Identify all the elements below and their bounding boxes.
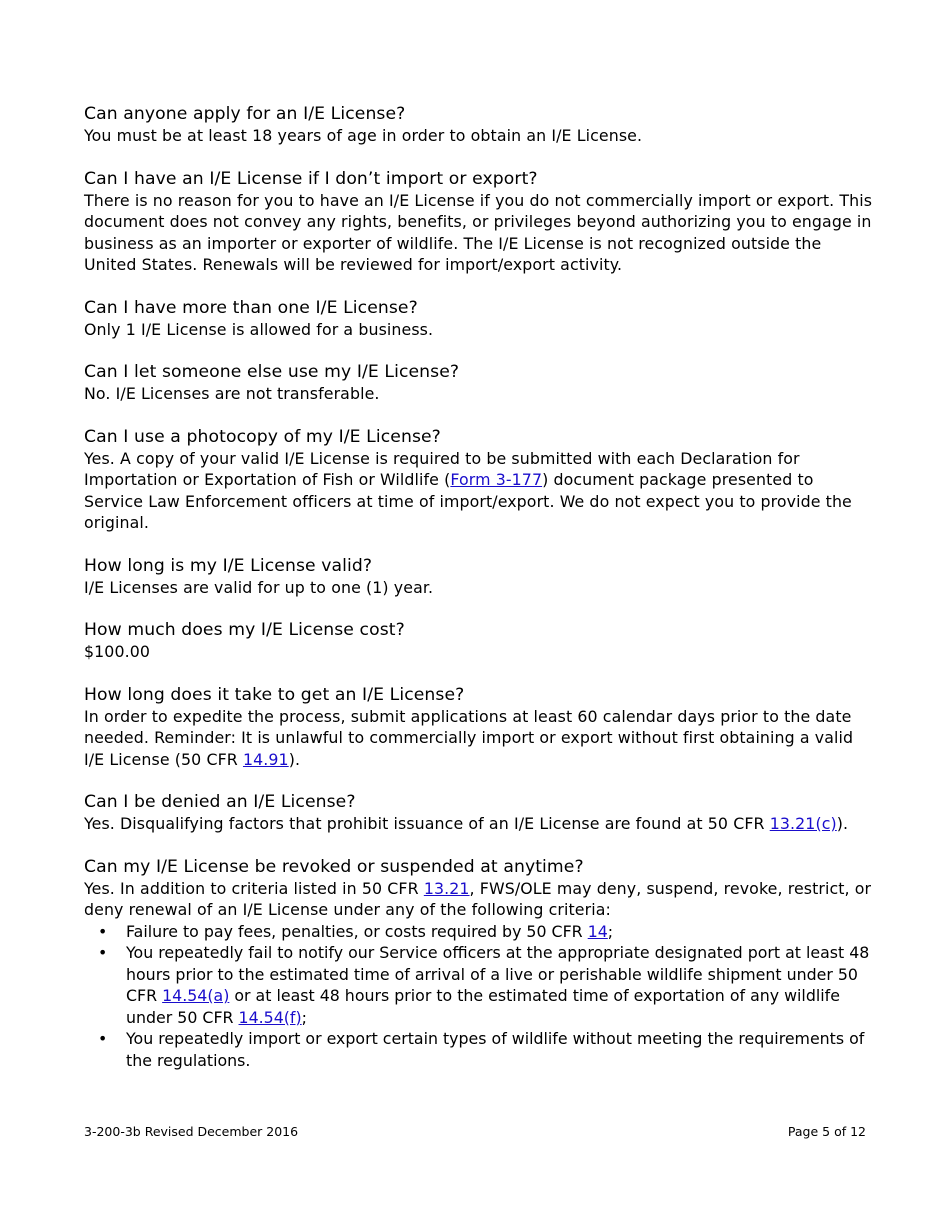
faq-answer bbox=[84, 125, 874, 147]
faq-answer bbox=[84, 577, 874, 599]
text-run: I/E Licenses are valid for up to one (1) year. bbox=[84, 577, 434, 597]
text-run: Only 1 I/E License is allowed for a business. bbox=[84, 319, 434, 339]
text-run: ). bbox=[288, 749, 301, 769]
faq-answer bbox=[84, 190, 874, 276]
reference-link[interactable]: 13.21 bbox=[423, 878, 470, 898]
faq-section bbox=[84, 297, 874, 341]
faq-question: Can anyone apply for an I/E License? bbox=[84, 104, 406, 124]
text-run: No. I/E Licenses are not transferable. bbox=[84, 384, 380, 403]
faq-list bbox=[84, 103, 874, 1092]
criteria-list bbox=[84, 921, 874, 1072]
form-revision: 3-200-3b Revised December 2016 bbox=[84, 1124, 299, 1139]
faq-question: Can I let someone else use my I/E License? bbox=[84, 362, 460, 382]
faq-question: Can I have an I/E License if I don’t import or export? bbox=[84, 168, 538, 189]
faq-section bbox=[84, 361, 874, 405]
faq-question: Can I use a photocopy of my I/E License? bbox=[84, 426, 441, 447]
faq-question: Can I have more than one I/E License? bbox=[84, 297, 418, 318]
criteria-item bbox=[84, 921, 874, 943]
faq-answer bbox=[84, 383, 874, 405]
faq-question: How long does it take to get an I/E License? bbox=[84, 684, 465, 705]
bullet-icon: • bbox=[98, 921, 108, 941]
text-run: ) document package presented to Service Law Enforcement officers at time of import/export. We do not expect you to provide the original. bbox=[84, 470, 852, 532]
faq-question: Can my I/E License be revoked or suspended at anytime? bbox=[84, 856, 584, 877]
text-run: In order to expedite the process, submit applications at least 60 calendar days prior to the date needed. Reminder: It is unlawful to commercially import or export without first obtaining a valid I/E License (50 CFR bbox=[84, 706, 854, 769]
faq-answer bbox=[84, 319, 874, 341]
faq-question: Can I be denied an I/E License? bbox=[84, 792, 356, 812]
faq-answer bbox=[84, 641, 874, 663]
text-run: or at least 48 hours prior to the estimated time of exportation of any wildlife under 50 CFR bbox=[126, 986, 840, 1027]
faq-section bbox=[84, 168, 874, 276]
text-run: There is no reason for you to have an I/E License if you do not commercially import or export. This document does not convey any rights, benefits, or privileges beyond authorizing you to engage in business as an importer or exporter of wildlife. The I/E License is not recognized outside the United States. Renewals will be reviewed for import/export activity. bbox=[84, 190, 873, 274]
text-run: You repeatedly fail to notify our Service officers at the appropriate designated port at least 48 hours prior to the estimated time of arrival of a live or perishable wildlife shipment under 50 CFR bbox=[126, 943, 870, 1005]
text-run: ). bbox=[836, 814, 849, 833]
reference-link[interactable]: Form 3-177 bbox=[450, 470, 543, 489]
faq-question: How much does my I/E License cost? bbox=[84, 620, 405, 640]
faq-answer bbox=[84, 448, 874, 534]
bullet-icon: • bbox=[98, 1029, 108, 1048]
faq-section bbox=[84, 555, 874, 599]
text-run: , FWS/OLE may deny, suspend, revoke, restrict, or deny renewal of an I/E License under any of the following criteria: bbox=[84, 878, 872, 919]
faq-section bbox=[84, 619, 874, 663]
faq-question: How long is my I/E License valid? bbox=[84, 555, 373, 576]
faq-section bbox=[84, 103, 874, 147]
text-run: Yes. A copy of your valid I/E License is required to be submitted with each Declaration for Importation or Exportation of Fish or Wildlife ( bbox=[84, 448, 800, 489]
faq-section bbox=[84, 856, 874, 1072]
reference-link[interactable]: 14 bbox=[587, 921, 608, 941]
text-run: ; bbox=[301, 1007, 307, 1027]
reference-link[interactable]: 14.91 bbox=[242, 749, 289, 769]
bullet-icon: • bbox=[98, 943, 108, 962]
reference-link[interactable]: 14.54(f) bbox=[238, 1007, 302, 1027]
text-run: ; bbox=[607, 921, 614, 941]
reference-link[interactable]: 13.21(c) bbox=[769, 814, 837, 833]
text-run: Yes. Disqualifying factors that prohibit issuance of an I/E License are found at 50 CFR bbox=[84, 814, 770, 833]
faq-answer bbox=[84, 706, 874, 771]
faq-section bbox=[84, 426, 874, 534]
page-footer bbox=[84, 1124, 866, 1139]
faq-section bbox=[84, 684, 874, 771]
text-run: You must be at least 18 years of age in order to obtain an I/E License. bbox=[84, 126, 643, 145]
text-run: Failure to pay fees, penalties, or costs required by 50 CFR bbox=[126, 921, 588, 941]
faq-section bbox=[84, 791, 874, 835]
text-run: You repeatedly import or export certain types of wildlife without meeting the requirements of the regulations. bbox=[126, 1029, 865, 1070]
reference-link[interactable]: 14.54(a) bbox=[162, 986, 230, 1005]
page-number: Page 5 of 12 bbox=[787, 1124, 866, 1139]
criteria-item bbox=[84, 1028, 874, 1071]
faq-answer bbox=[84, 878, 874, 921]
criteria-item bbox=[84, 942, 874, 1028]
text-run: Yes. In addition to criteria listed in 50 CFR bbox=[84, 878, 424, 898]
text-run: $100.00 bbox=[84, 642, 151, 661]
faq-answer bbox=[84, 813, 874, 835]
